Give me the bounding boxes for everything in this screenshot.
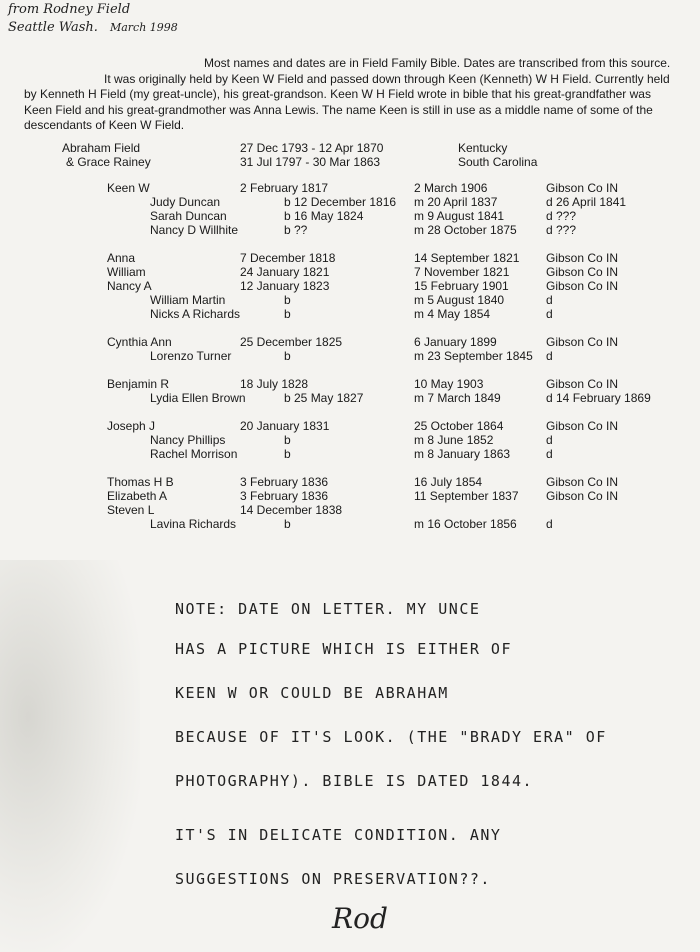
place-or-death: d: [546, 433, 553, 447]
birth-date: b: [284, 433, 291, 447]
death-or-marriage-date: m 16 October 1856: [414, 517, 517, 531]
person-name: Lydia Ellen Brown: [150, 391, 246, 405]
place-or-death: d ???: [546, 209, 577, 223]
death-or-marriage-date: 7 November 1821: [414, 265, 510, 279]
birth-date: 3 February 1836: [240, 489, 329, 503]
death-or-marriage-date: 2 March 1906: [414, 181, 488, 195]
place-or-death: Gibson Co IN: [546, 181, 619, 195]
note-line: IT'S IN DELICATE CONDITION. ANY: [175, 826, 502, 844]
person-name: Anna: [107, 251, 136, 265]
death-or-marriage-date: m 9 August 1841: [414, 209, 505, 223]
signature: Rod: [332, 902, 388, 935]
death-or-marriage-date: 14 September 1821: [414, 251, 520, 265]
parent-place: Kentucky: [458, 141, 508, 155]
person-name: Keen W: [107, 181, 150, 195]
place-or-death: d 14 February 1869: [546, 391, 651, 405]
birth-date: 3 February 1836: [240, 475, 329, 489]
death-or-marriage-date: 16 July 1854: [414, 475, 483, 489]
death-or-marriage-date: m 20 April 1837: [414, 195, 498, 209]
birth-date: b 16 May 1824: [284, 209, 364, 223]
birth-date: b: [284, 447, 291, 461]
person-name: Nancy A: [107, 279, 152, 293]
birth-date: b: [284, 517, 291, 531]
person-name: Steven L: [107, 503, 155, 517]
intro-paragraph-1: Most names and dates are in Field Family Bible. Dates are transcribed from this source.: [204, 56, 671, 70]
place-or-death: Gibson Co IN: [546, 265, 619, 279]
birth-date: b 25 May 1827: [284, 391, 364, 405]
birth-date: 18 July 1828: [240, 377, 309, 391]
death-or-marriage-date: m 8 June 1852: [414, 433, 494, 447]
place-or-death: Gibson Co IN: [546, 419, 619, 433]
note-line: NOTE: DATE ON LETTER. MY UNCE: [175, 600, 481, 618]
place-or-death: d: [546, 447, 553, 461]
parent-name: & Grace Rainey: [66, 155, 151, 169]
birth-date: b 12 December 1816: [284, 195, 397, 209]
handwritten-source: from Rodney Field: [8, 2, 131, 17]
handwritten-city: Seattle Wash.: [8, 20, 98, 35]
person-name: Lorenzo Turner: [150, 349, 232, 363]
note-line: SUGGESTIONS ON PRESERVATION??.: [175, 870, 491, 888]
place-or-death: Gibson Co IN: [546, 279, 619, 293]
death-or-marriage-date: 11 September 1837: [414, 489, 519, 503]
place-or-death: d 26 April 1841: [546, 195, 627, 209]
death-or-marriage-date: 10 May 1903: [414, 377, 484, 391]
note-line: KEEN W OR COULD BE ABRAHAM: [175, 684, 449, 702]
water-stain: [0, 560, 140, 952]
parent-dates: 31 Jul 1797 - 30 Mar 1863: [240, 155, 381, 169]
person-name: Benjamin R: [107, 377, 170, 391]
birth-date: b: [284, 307, 291, 321]
note-line: BECAUSE OF IT'S LOOK. (THE "BRADY ERA" OF: [175, 728, 607, 746]
parent-dates: 27 Dec 1793 - 12 Apr 1870: [240, 141, 384, 155]
handwritten-date: March 1998: [109, 21, 178, 34]
person-name: Lavina Richards: [150, 517, 237, 531]
intro-text: [24, 56, 674, 134]
person-name: Nicks A Richards: [150, 307, 241, 321]
person-name: Thomas H B: [107, 475, 174, 489]
death-or-marriage-date: m 23 September 1845: [414, 349, 533, 363]
birth-date: 25 December 1825: [240, 335, 343, 349]
birth-date: 2 February 1817: [240, 181, 329, 195]
person-name: William: [107, 265, 146, 279]
note-line: HAS A PICTURE WHICH IS EITHER OF: [175, 640, 512, 658]
death-or-marriage-date: m 28 October 1875: [414, 223, 517, 237]
place-or-death: Gibson Co IN: [546, 475, 619, 489]
place-or-death: Gibson Co IN: [546, 489, 619, 503]
birth-date: b ??: [284, 223, 308, 237]
birth-date: b: [284, 293, 291, 307]
birth-date: 24 January 1821: [240, 265, 330, 279]
death-or-marriage-date: m 7 March 1849: [414, 391, 501, 405]
person-name: Elizabeth A: [107, 489, 168, 503]
place-or-death: Gibson Co IN: [546, 251, 619, 265]
person-name: William Martin: [150, 293, 226, 307]
birth-date: 14 December 1838: [240, 503, 343, 517]
death-or-marriage-date: 15 February 1901: [414, 279, 509, 293]
death-or-marriage-date: 25 October 1864: [414, 419, 504, 433]
place-or-death: d ???: [546, 223, 577, 237]
parent-name: Abraham Field: [62, 141, 141, 155]
birth-date: 7 December 1818: [240, 251, 336, 265]
death-or-marriage-date: m 8 January 1863: [414, 447, 511, 461]
parent-place: South Carolina: [458, 155, 538, 169]
handwritten-location: [8, 20, 178, 35]
place-or-death: d: [546, 293, 553, 307]
intro-paragraph-2: It was originally held by Keen W Field and passed down through Keen (Kenneth) W H Field. Currently held by Kenneth H Field (my great-uncle), his great-grandson. Keen W H Field wrote in bible that his great-grandfather was Keen Field and his great-grandmother was Anna Lewis. The name Keen is still in use as a middle name of some of the descendants of Keen W Field.: [24, 71, 670, 132]
place-or-death: Gibson Co IN: [546, 377, 619, 391]
person-name: Sarah Duncan: [150, 209, 227, 223]
place-or-death: d: [546, 349, 553, 363]
death-or-marriage-date: m 5 August 1840: [414, 293, 505, 307]
birth-date: 12 January 1823: [240, 279, 330, 293]
person-name: Joseph J: [107, 419, 156, 433]
person-name: Rachel Morrison: [150, 447, 238, 461]
person-name: Nancy Phillips: [150, 433, 226, 447]
place-or-death: Gibson Co IN: [546, 335, 619, 349]
death-or-marriage-date: 6 January 1899: [414, 335, 497, 349]
place-or-death: d: [546, 307, 553, 321]
birth-date: b: [284, 349, 291, 363]
place-or-death: d: [546, 517, 553, 531]
person-name: Cynthia Ann: [107, 335, 172, 349]
person-name: Nancy D Willhite: [150, 223, 239, 237]
note-line: PHOTOGRAPHY). BIBLE IS DATED 1844.: [175, 772, 534, 790]
birth-date: 20 January 1831: [240, 419, 330, 433]
person-name: Judy Duncan: [150, 195, 221, 209]
death-or-marriage-date: m 4 May 1854: [414, 307, 491, 321]
